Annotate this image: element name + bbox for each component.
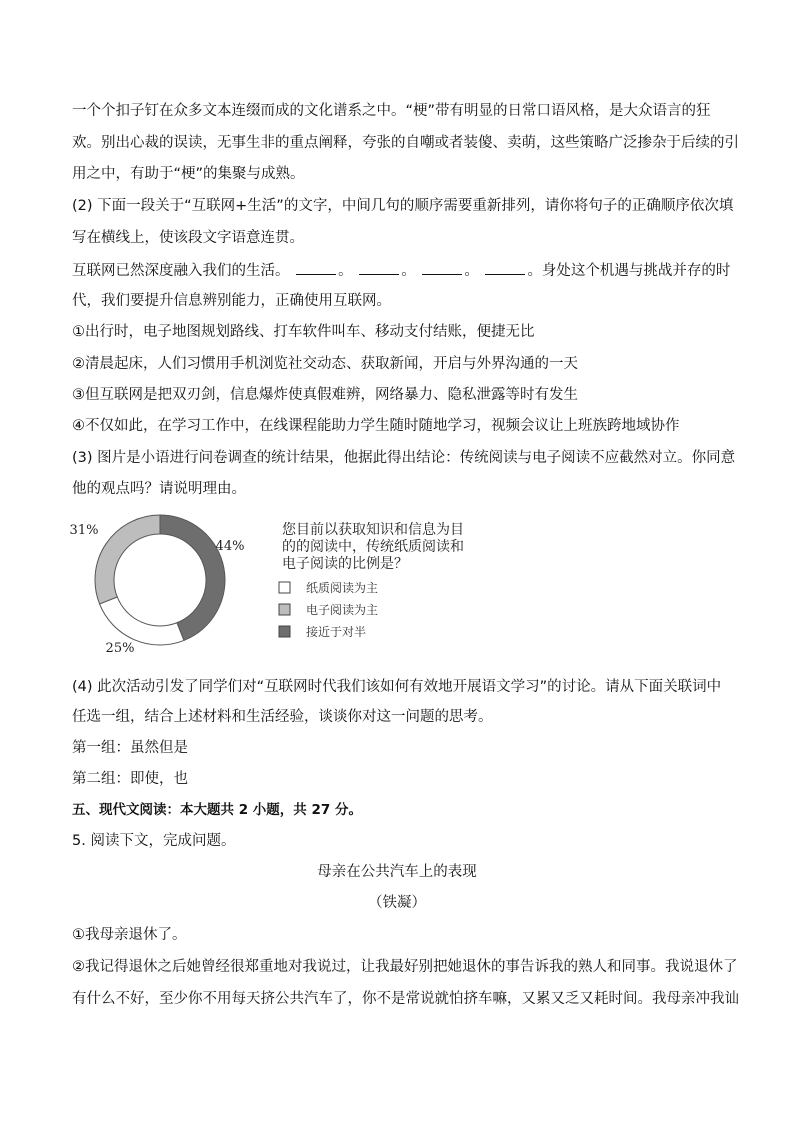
legend-label: 纸质阅读为主 <box>306 581 379 595</box>
text-line: 他的观点吗？请说明理由。 <box>72 481 246 497</box>
legend-label: 接近于对半 <box>306 625 367 639</box>
text-line: 欢。别出心裁的误读，无事生非的重点阐释，夸张的自嘲或者装傻、卖萌，这些策略广泛掺杂于后续的引 <box>72 135 739 151</box>
question-4: (4) 此次活动引发了同学们对“互联网时代我们该如何有效地开展语文学习”的讨论。请从下面关联词中 <box>72 679 722 695</box>
option-1: ①出行时，电子地图规划路线、打车软件叫车、移动支付结账，便捷无比 <box>72 324 535 340</box>
legend-label: 电子阅读为主 <box>306 603 379 617</box>
question-5: 5. 阅读下文，完成问题。 <box>72 833 236 849</box>
article-title: 母亲在公共汽车上的表现 <box>317 864 477 880</box>
reading-ratio-donut-chart <box>60 500 500 670</box>
text-line: 一个个扣子钉在众多文本连缀而成的文化谱系之中。“梗”带有明显的日常口语风格，是大众语言的狂 <box>72 103 711 119</box>
sep: 。 <box>401 263 416 279</box>
donut-slice <box>95 515 160 604</box>
answer-blank-2[interactable] <box>359 260 399 275</box>
answer-blank-3[interactable] <box>422 260 462 275</box>
group-2: 第二组：即使，也 <box>72 771 188 787</box>
option-4: ④不仅如此，在学习工作中，在线课程能助力学生随时随地学习，视频会议让上班族跨地域协作 <box>72 418 680 434</box>
article-para: ②我记得退休之后她曾经很郑重地对我说过，让我最好别把她退休的事告诉我的熟人和同事。我说退休了 <box>72 959 738 975</box>
slice-pct-label: 31% <box>69 523 99 538</box>
chart-question-text: 您目前以获取知识和信息为目 <box>282 522 464 538</box>
legend-swatch <box>279 604 290 615</box>
legend-swatch <box>279 582 290 593</box>
article-para: ①我母亲退休了。 <box>72 927 187 943</box>
sep: 。 <box>464 263 479 279</box>
fill-end: 。身处这个机遇与挑战并存的时 <box>527 263 731 279</box>
article-author: （铁凝） <box>368 895 426 911</box>
chart-question-text: 电子阅读的比例是？ <box>282 556 408 572</box>
answer-blank-1[interactable] <box>296 260 336 275</box>
article-para: 有什么不好，至少你不用每天挤公共汽车了，你不是常说就怕挤车嘛，又累又乏又耗时间。我母亲冲我讪 <box>72 991 739 1007</box>
donut-slice <box>160 515 225 640</box>
text-line: 写在横线上，使该段文字语意连贯。 <box>72 230 304 246</box>
fill-start: 互联网已然深度融入我们的生活。 <box>72 263 290 279</box>
question-2: (2) 下面一段关于“互联网+生活”的文字，中间几句的顺序需要重新排列，请你将句子的正确顺序依次填 <box>72 198 734 214</box>
option-2: ②清晨起床，人们习惯用手机浏览社交动态、获取新闻，开启与外界沟通的一天 <box>72 356 578 372</box>
slice-pct-label: 44% <box>215 539 245 554</box>
option-3: ③但互联网是把双刃剑，信息爆炸使真假难辨，网络暴力、隐私泄露等时有发生 <box>72 387 578 403</box>
sep: 。 <box>338 263 353 279</box>
donut-slice <box>100 597 184 645</box>
group-1: 第一组：虽然但是 <box>72 740 188 756</box>
chart-question-text: 的的阅读中，传统纸质阅读和 <box>282 539 464 555</box>
answer-blank-4[interactable] <box>485 260 525 275</box>
slice-pct-label: 25% <box>105 641 135 656</box>
text-line: 用之中，有助于“梗”的集聚与成熟。 <box>72 166 305 182</box>
section-heading: 五、现代文阅读：本大题共 2 小题，共 27 分。 <box>72 802 362 818</box>
text-line: 任选一组，结合上述材料和生活经验，谈谈你对这一问题的思考。 <box>72 709 493 725</box>
question-3: (3) 图片是小语进行问卷调查的统计结果，他据此得出结论：传统阅读与电子阅读不应截然对立。你同意 <box>72 450 736 466</box>
fill-sentence <box>72 260 730 281</box>
text-line: 代，我们要提升信息辨别能力，正确使用互联网。 <box>72 293 391 309</box>
legend-swatch <box>279 626 290 637</box>
